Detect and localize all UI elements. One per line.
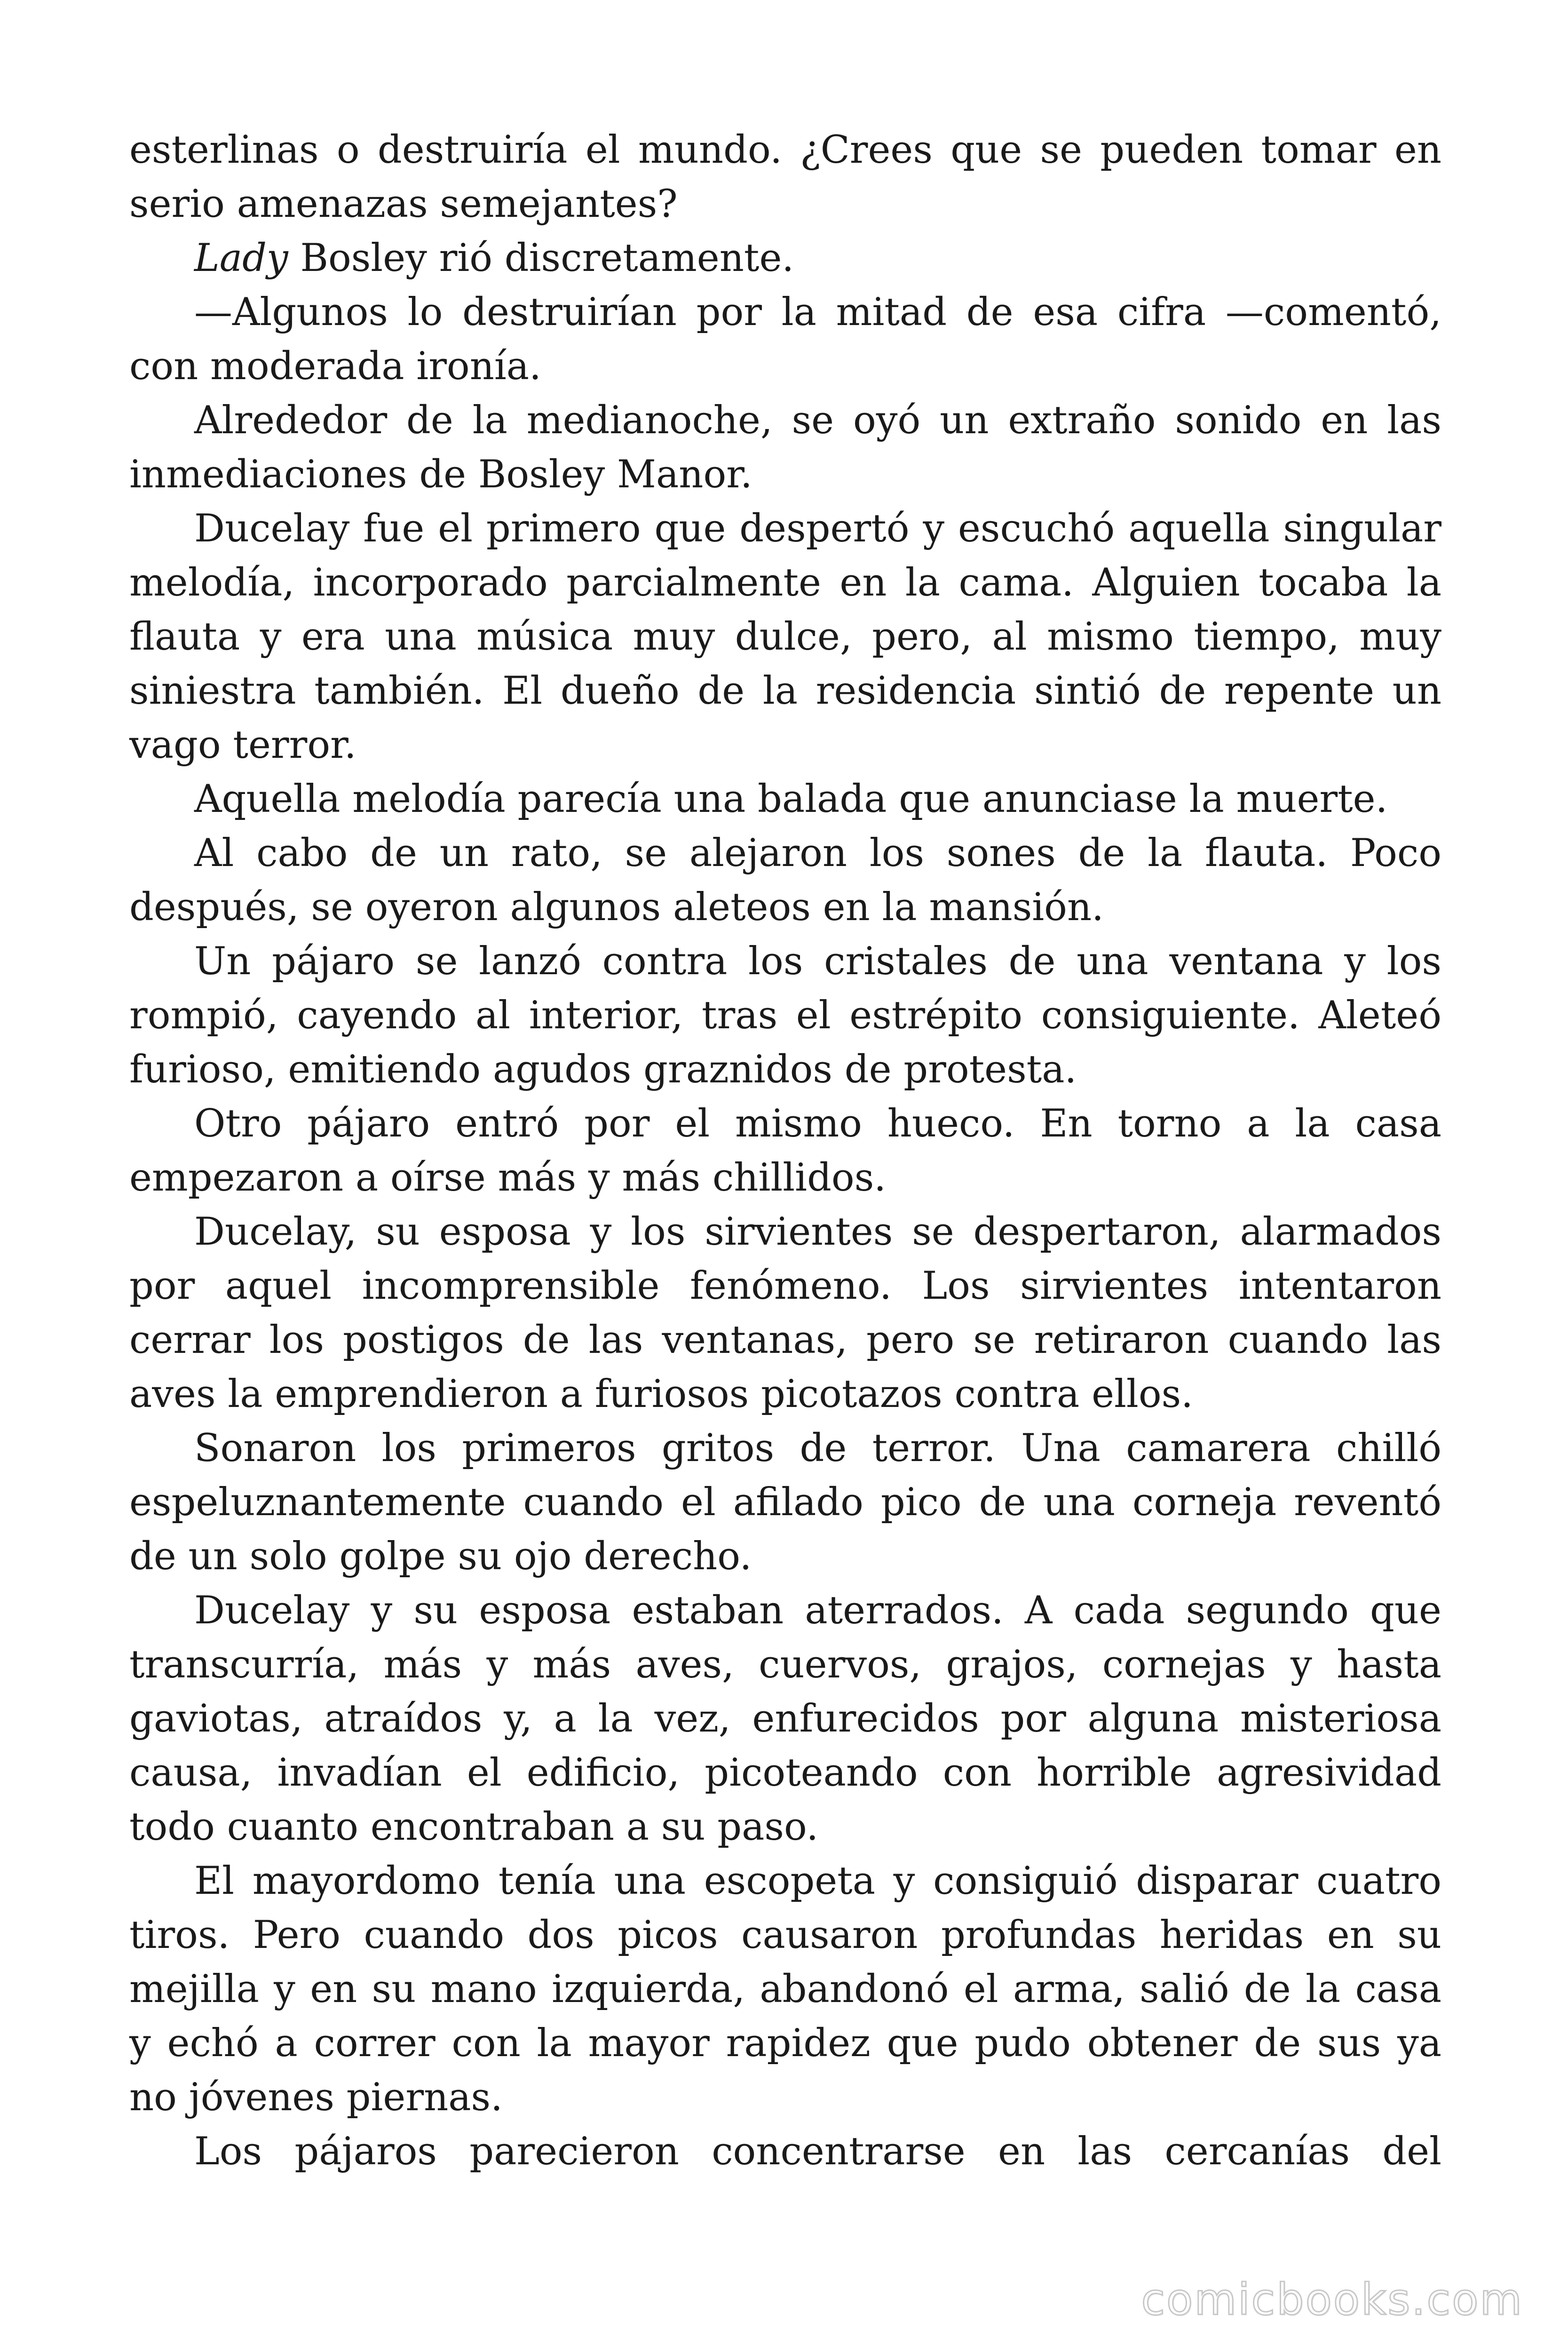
paragraph-2-text: Bosley rió discretamente. [288, 236, 794, 280]
body-text [129, 123, 1441, 2179]
paragraph-3: —Algunos lo destruirían por la mitad de esa cifra —comentó, con moderada ironía. [129, 290, 1441, 389]
paragraph-6: Aquella melodía parecía una balada que anunciase la muerte. [194, 777, 1388, 821]
paragraph-14: Los pájaros parecieron concentrarse en las cercanías del [194, 2130, 1441, 2174]
paragraph-5: Ducelay fue el primero que despertó y escuchó aquella singular melodía, incorporado parcialmente en la cama. Alguien tocaba la flauta y era una música muy dulce, pero, al mismo tiempo, muy siniestra también. El dueño de la residencia sintió de repente un vago terror. [129, 507, 1441, 767]
emphasis-lady: Lady [194, 236, 288, 280]
paragraph-4: Alrededor de la medianoche, se oyó un extraño sonido en las inmediaciones de Bosley Manor. [129, 398, 1441, 497]
paragraph-10: Ducelay, su esposa y los sirvientes se despertaron, alarmados por aquel incomprensible fenómeno. Los sirvientes intentaron cerrar los postigos de las ventanas, pero se retiraron cuando las aves la emprendieron a furiosos picotazos contra ellos. [129, 1210, 1441, 1416]
paragraph-1: esterlinas o destruiría el mundo. ¿Crees que se pueden tomar en serio amenazas semejantes? [129, 128, 1441, 226]
paragraph-8: Un pájaro se lanzó contra los cristales de una ventana y los rompió, cayendo al interior, tras el estrépito consiguiente. Aleteó furioso, emitiendo agudos graznidos de protesta. [129, 939, 1441, 1092]
paragraph-9: Otro pájaro entró por el mismo hueco. En torno a la casa empezaron a oírse más y más chillidos. [129, 1102, 1441, 1200]
paragraph-11: Sonaron los primeros gritos de terror. Una camarera chilló espeluznantemente cuando el afilado pico de una corneja reventó de un solo golpe su ojo derecho. [129, 1426, 1441, 1579]
watermark-logo: comicbooks.com [1141, 2274, 1523, 2325]
paragraph-7: Al cabo de un rato, se alejaron los sones de la flauta. Poco después, se oyeron algunos aleteos en la mansión. [129, 831, 1441, 930]
paragraph-12: Ducelay y su esposa estaban aterrados. A cada segundo que transcurría, más y más aves, cuervos, grajos, cornejas y hasta gaviotas, atraídos y, a la vez, enfurecidos por alguna misteriosa causa, invadían el edificio, picoteando con horrible agresividad todo cuanto encontraban a su paso. [129, 1589, 1441, 1849]
paragraph-13: El mayordomo tenía una escopeta y consiguió disparar cuatro tiros. Pero cuando dos picos causaron profundas heridas en su mejilla y en su mano izquierda, abandonó el arma, salió de la casa y echó a correr con la mayor rapidez que pudo obtener de sus ya no jóvenes piernas. [129, 1859, 1441, 2120]
paragraph-2 [129, 231, 1441, 286]
